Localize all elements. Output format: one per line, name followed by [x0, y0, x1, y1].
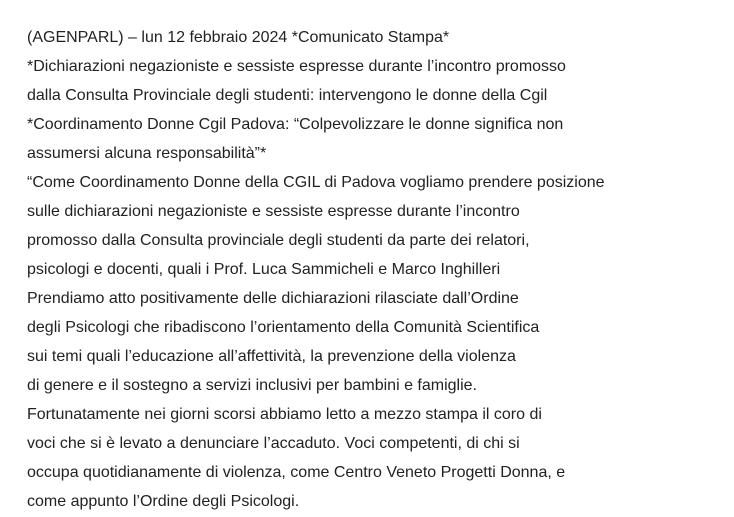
body-text-line: come appunto l’Ordine degli Psicologi. [27, 493, 300, 510]
headline-line: *Dichiarazioni negazioniste e sessiste espresse durante l’incontro promosso [27, 58, 566, 75]
body-text-line: Prendiamo atto positivamente delle dichiarazioni rilasciate dall’Ordine [27, 290, 519, 307]
body-text-line: sui temi quali l’educazione all’affettività, la prevenzione della violenza [27, 348, 516, 365]
headline-line: dalla Consulta Provinciale degli studenti: intervengono le donne della Cgil [27, 87, 548, 104]
body-text-line: di genere e il sostegno a servizi inclusivi per bambini e famiglie. [27, 377, 477, 394]
subheadline-line: *Coordinamento Donne Cgil Padova: “Colpevolizzare le donne significa non [27, 116, 564, 133]
body-text-line: voci che si è levato a denunciare l’accaduto. Voci competenti, di chi si [27, 435, 520, 452]
subheadline-line: assumersi alcuna responsabilità”* [27, 145, 267, 162]
body-text-line: psicologi e docenti, quali i Prof. Luca Sammicheli e Marco Inghilleri [27, 261, 501, 278]
body-text-line: occupa quotidianamente di violenza, come Centro Veneto Progetti Donna, e [27, 464, 566, 481]
body-text-line: sulle dichiarazioni negazioniste e sessiste espresse durante l’incontro [27, 203, 520, 220]
body-text-line: promosso dalla Consulta provinciale degli studenti da parte dei relatori, [27, 232, 530, 249]
press-release-body [27, 23, 727, 516]
body-text-line: “Come Coordinamento Donne della CGIL di Padova vogliamo prendere posizione [27, 174, 605, 191]
body-text-line: Fortunatamente nei giorni scorsi abbiamo letto a mezzo stampa il coro di [27, 406, 542, 423]
dateline: (AGENPARL) – lun 12 febbraio 2024 *Comunicato Stampa* [27, 29, 450, 46]
body-text-line: degli Psicologi che ribadiscono l’orientamento della Comunità Scientifica [27, 319, 540, 336]
